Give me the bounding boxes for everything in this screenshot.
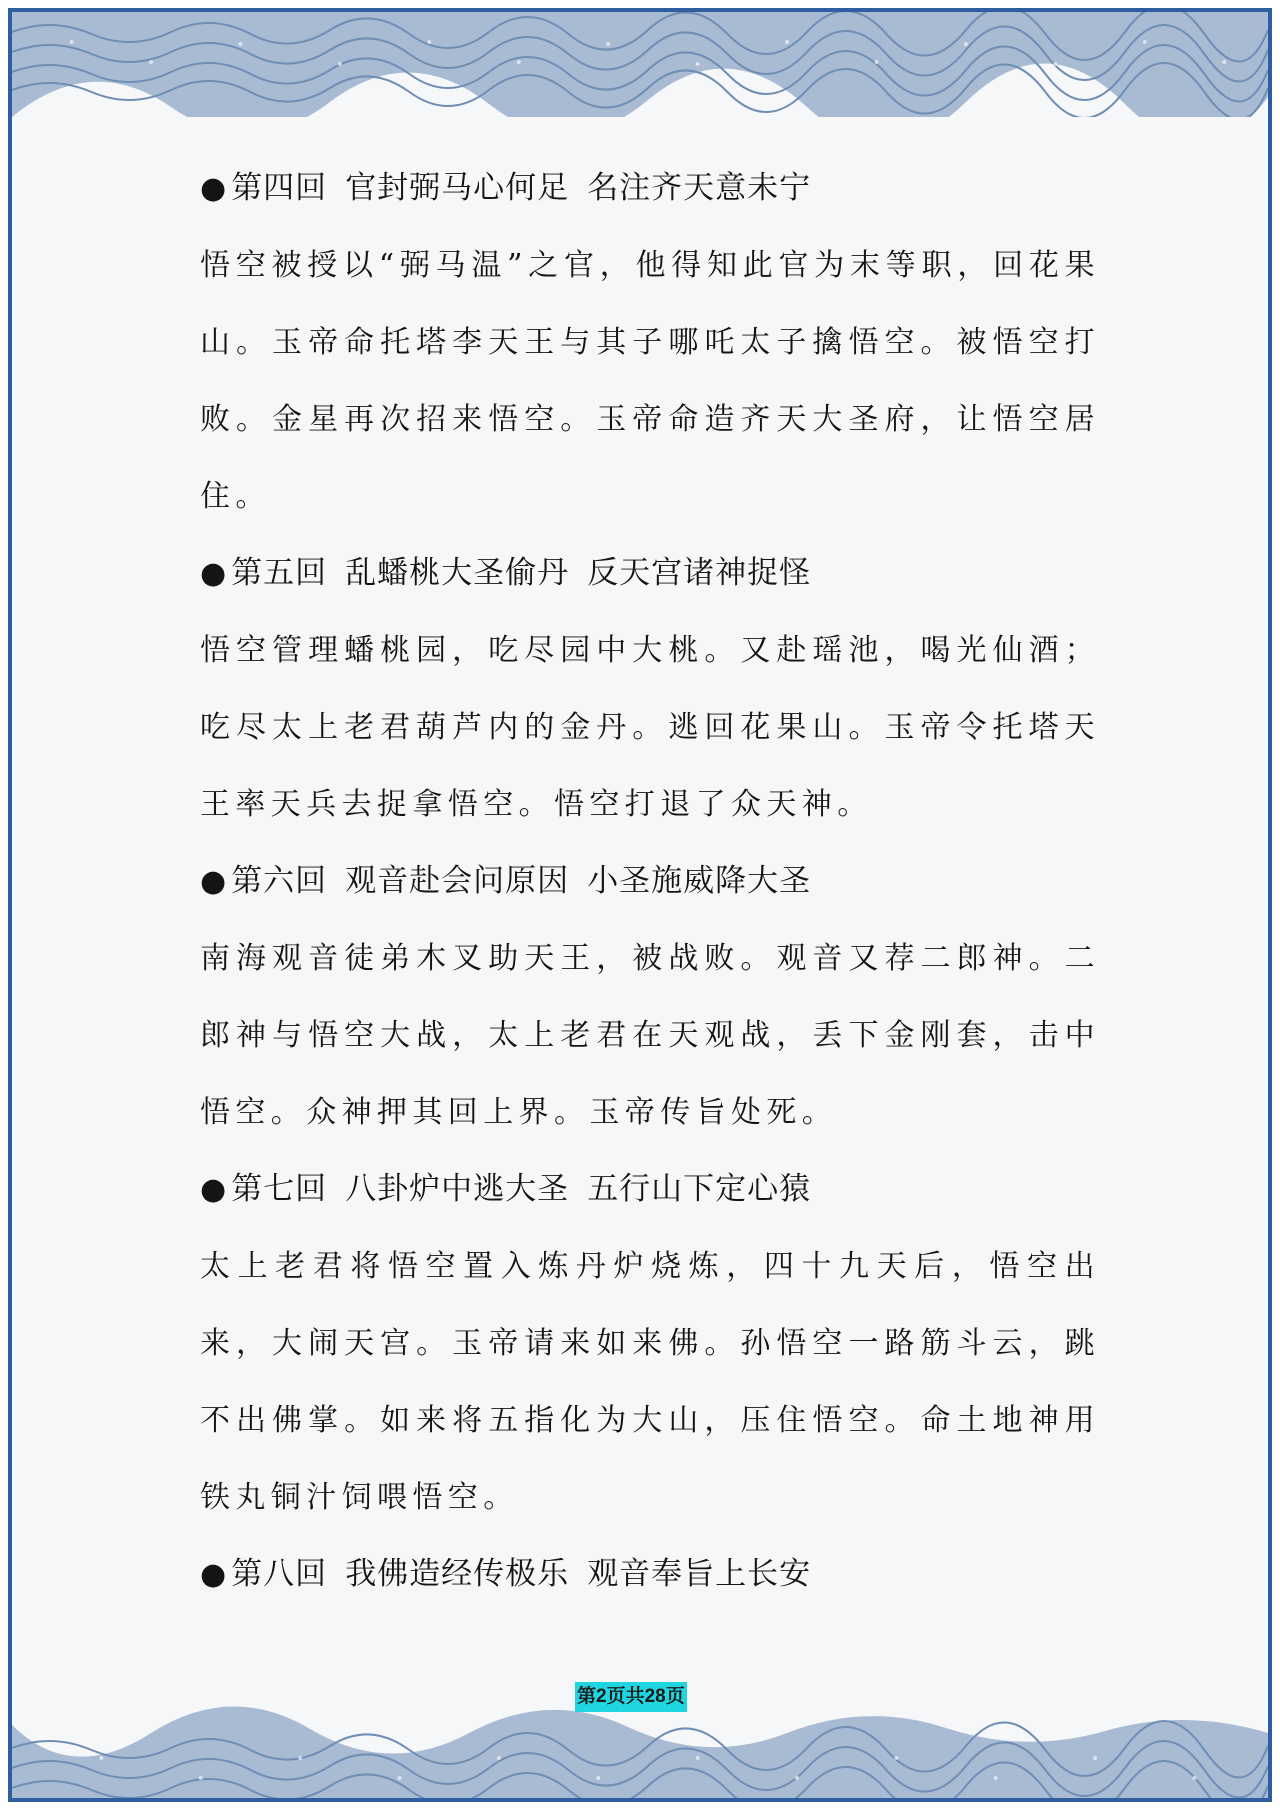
- bullet-icon: ●: [200, 1172, 228, 1207]
- wave-border-top: [12, 12, 1268, 117]
- bullet-icon: ●: [200, 864, 228, 899]
- chapter-title-first: 我佛造经传极乐: [345, 1556, 570, 1592]
- chapter-title-first: 乱蟠桃大圣偷丹: [345, 555, 570, 591]
- wave-border-bottom: [12, 1703, 1268, 1798]
- chapter-6: [200, 843, 1100, 1151]
- chapter-summary: 南海观音徒弟木叉助天王，被战败。观音又荐二郎神。二郎神与悟空大战，太上老君在天观战，丢下金刚套，击中悟空。众神押其回上界。玉帝传旨处死。: [200, 941, 1100, 1130]
- chapter-heading: [200, 1536, 1100, 1613]
- chapter-title-second: 名注齐天意未宁: [587, 170, 812, 206]
- chapter-number: 第四回: [231, 170, 328, 206]
- chapter-title-first: 八卦炉中逃大圣: [345, 1171, 570, 1207]
- chapter-summary: 太上老君将悟空置入炼丹炉烧炼，四十九天后，悟空出来，大闹天宫。玉帝请来如来佛。孙悟空一路筋斗云，跳不出佛掌。如来将五指化为大山，压住悟空。命土地神用铁丸铜汁饲喂悟空。: [200, 1249, 1100, 1515]
- chapter-title-second: 观音奉旨上长安: [587, 1556, 812, 1592]
- chapter-heading: [200, 150, 1100, 227]
- chapter-number: 第五回: [231, 555, 328, 591]
- chapter-8: [200, 1536, 1100, 1613]
- chapter-title-first: 观音赴会问原因: [345, 863, 570, 899]
- bullet-icon: ●: [200, 171, 228, 206]
- page-frame: [8, 8, 1272, 1802]
- chapter-7: [200, 1151, 1100, 1536]
- document-body: [200, 150, 1100, 1613]
- chapter-title-second: 小圣施威降大圣: [587, 863, 812, 899]
- bullet-icon: ●: [200, 556, 228, 591]
- bullet-icon: ●: [200, 1557, 228, 1592]
- chapter-4: [200, 150, 1100, 535]
- chapter-heading: [200, 843, 1100, 920]
- chapter-number: 第六回: [231, 863, 328, 899]
- page-number-badge: 第2页共28页: [575, 1682, 687, 1712]
- chapter-title-second: 五行山下定心猿: [587, 1171, 812, 1207]
- chapter-summary: 悟空管理蟠桃园，吃尽园中大桃。又赴瑶池，喝光仙酒；吃尽太上老君葫芦内的金丹。逃回花果山。玉帝令托塔天王率天兵去捉拿悟空。悟空打退了众天神。: [200, 633, 1100, 822]
- chapter-heading: [200, 535, 1100, 612]
- chapter-number: 第八回: [231, 1556, 328, 1592]
- chapter-heading: [200, 1151, 1100, 1228]
- chapter-5: [200, 535, 1100, 843]
- chapter-title-second: 反天宫诸神捉怪: [587, 555, 812, 591]
- chapter-summary: 悟空被授以“弼马温”之官，他得知此官为末等职，回花果山。玉帝命托塔李天王与其子哪吒太子擒悟空。被悟空打败。金星再次招来悟空。玉帝命造齐天大圣府，让悟空居住。: [200, 248, 1100, 514]
- chapter-number: 第七回: [231, 1171, 328, 1207]
- chapter-title-first: 官封弼马心何足: [345, 170, 570, 206]
